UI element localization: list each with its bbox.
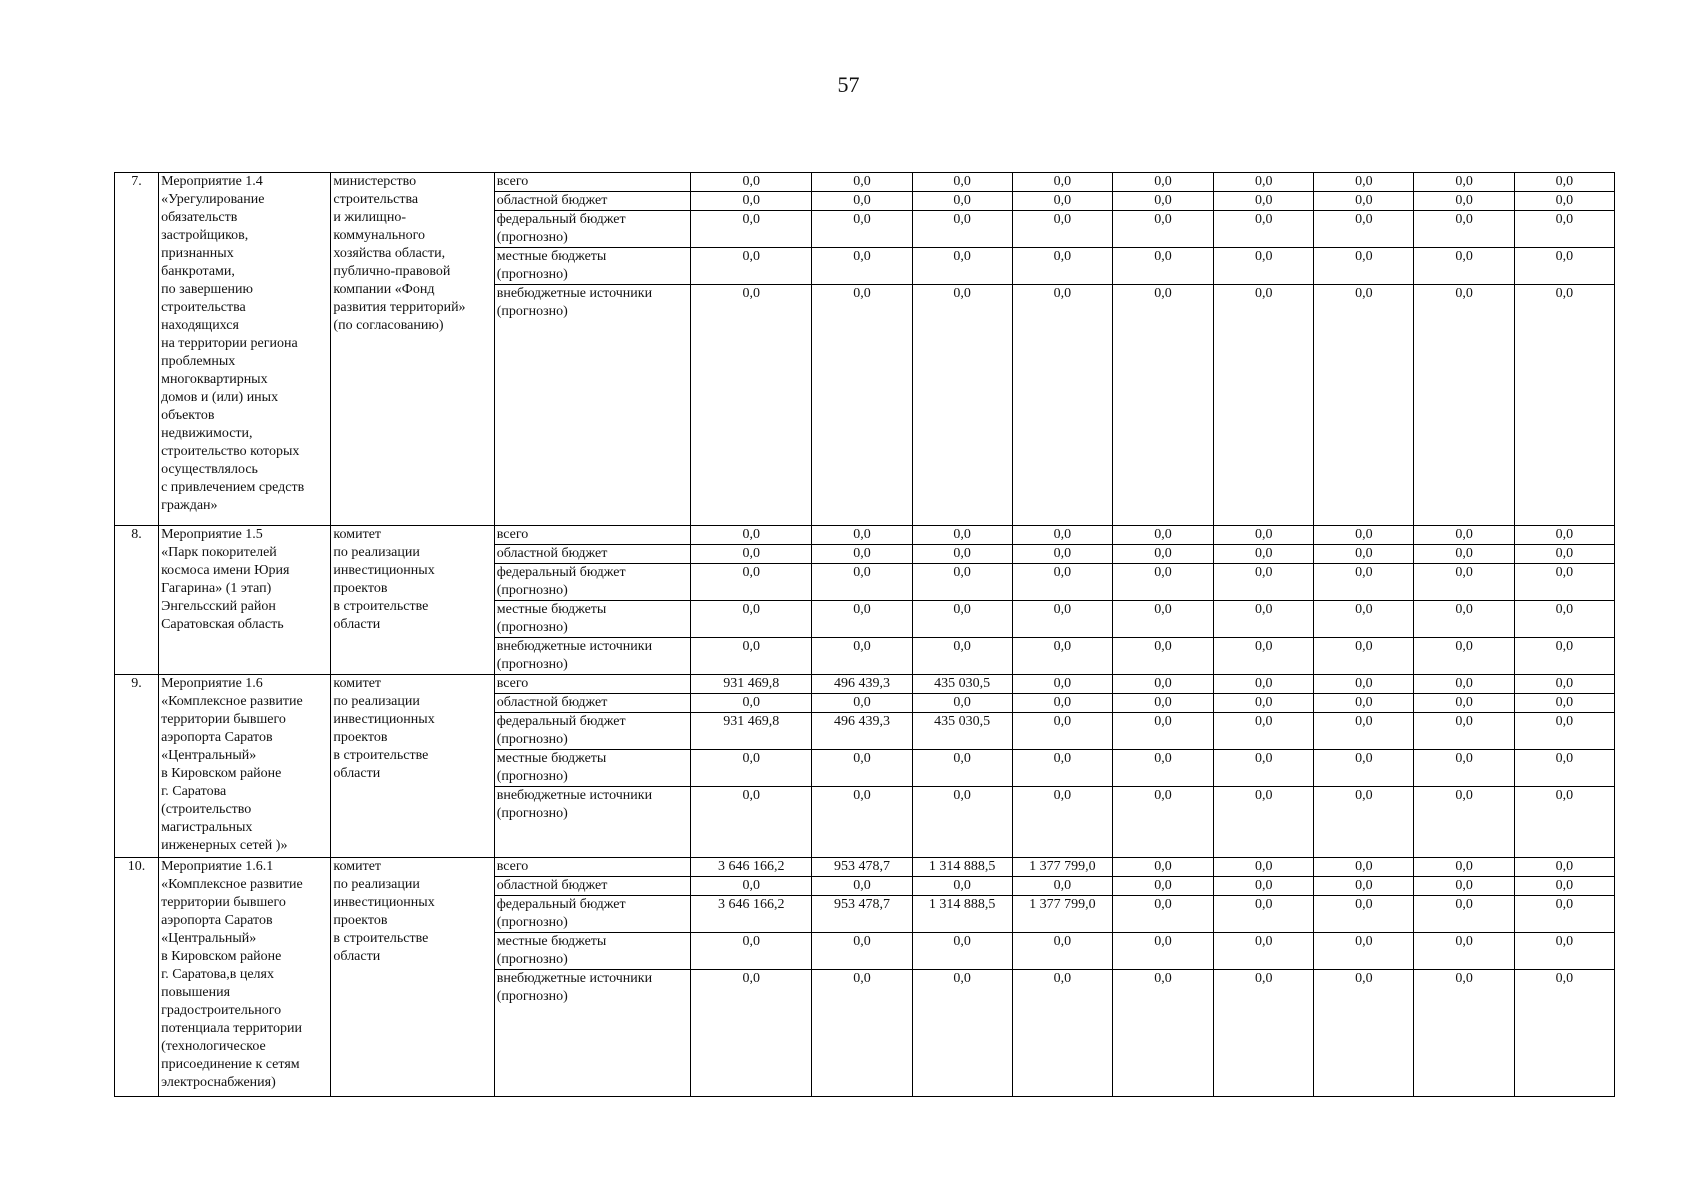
value-cell: 0,0 xyxy=(1112,877,1213,896)
value-cell: 0,0 xyxy=(812,970,912,1097)
value-cell: 0,0 xyxy=(812,564,912,601)
value-cell: 0,0 xyxy=(912,787,1012,858)
row-number: 8. xyxy=(115,526,159,675)
value-cell: 0,0 xyxy=(812,192,912,211)
value-cell: 0,0 xyxy=(1414,192,1514,211)
funding-source: всего xyxy=(494,526,690,545)
activity-name: Мероприятие 1.4 «Урегулирование обязательств застройщиков, признанных банкротами, по завершению строительства находящихся на территории региона проблемных многоквартирных домов и (или) иных объектов недвижимости, строительство которых осуществлялось с привлечением средств граждан» xyxy=(159,173,331,526)
value-cell: 0,0 xyxy=(1414,564,1514,601)
value-cell: 0,0 xyxy=(1314,713,1414,750)
value-cell: 3 646 166,2 xyxy=(691,896,812,933)
value-cell: 0,0 xyxy=(691,173,812,192)
table-row xyxy=(115,526,1615,545)
value-cell: 0,0 xyxy=(1012,750,1112,787)
value-cell: 0,0 xyxy=(1514,192,1614,211)
value-cell: 0,0 xyxy=(1214,694,1314,713)
value-cell: 0,0 xyxy=(1012,564,1112,601)
value-cell: 0,0 xyxy=(1514,858,1614,877)
value-cell: 0,0 xyxy=(1314,896,1414,933)
funding-source: областной бюджет xyxy=(494,192,690,211)
value-cell: 496 439,3 xyxy=(812,713,912,750)
value-cell: 0,0 xyxy=(1414,896,1514,933)
value-cell: 0,0 xyxy=(1314,933,1414,970)
budget-table xyxy=(114,172,1615,1097)
value-cell: 0,0 xyxy=(1414,858,1514,877)
table-row xyxy=(115,173,1615,192)
value-cell: 0,0 xyxy=(691,564,812,601)
value-cell: 0,0 xyxy=(1514,970,1614,1097)
value-cell: 931 469,8 xyxy=(691,713,812,750)
value-cell: 0,0 xyxy=(691,248,812,285)
value-cell: 1 314 888,5 xyxy=(912,896,1012,933)
value-cell: 953 478,7 xyxy=(812,858,912,877)
value-cell: 0,0 xyxy=(691,285,812,526)
value-cell: 0,0 xyxy=(912,750,1012,787)
funding-source: федеральный бюджет (прогнозно) xyxy=(494,564,690,601)
funding-source: федеральный бюджет (прогнозно) xyxy=(494,713,690,750)
funding-source: всего xyxy=(494,858,690,877)
funding-source: местные бюджеты (прогнозно) xyxy=(494,750,690,787)
value-cell: 0,0 xyxy=(1112,933,1213,970)
value-cell: 0,0 xyxy=(1012,192,1112,211)
value-cell: 0,0 xyxy=(1514,564,1614,601)
value-cell: 0,0 xyxy=(1012,248,1112,285)
value-cell: 0,0 xyxy=(1514,638,1614,675)
value-cell: 0,0 xyxy=(912,545,1012,564)
value-cell: 0,0 xyxy=(812,285,912,526)
value-cell: 0,0 xyxy=(1314,545,1414,564)
value-cell: 0,0 xyxy=(912,285,1012,526)
value-cell: 0,0 xyxy=(1012,545,1112,564)
value-cell: 0,0 xyxy=(1214,750,1314,787)
value-cell: 0,0 xyxy=(912,877,1012,896)
funding-source: внебюджетные источники (прогнозно) xyxy=(494,787,690,858)
value-cell: 0,0 xyxy=(812,248,912,285)
value-cell: 0,0 xyxy=(1414,713,1514,750)
value-cell: 0,0 xyxy=(1314,248,1414,285)
table-row xyxy=(115,675,1615,694)
value-cell: 0,0 xyxy=(1112,896,1213,933)
value-cell: 0,0 xyxy=(912,211,1012,248)
value-cell: 0,0 xyxy=(1514,545,1614,564)
value-cell: 0,0 xyxy=(1012,694,1112,713)
value-cell: 0,0 xyxy=(1012,211,1112,248)
value-cell: 0,0 xyxy=(1514,896,1614,933)
value-cell: 0,0 xyxy=(1514,248,1614,285)
value-cell: 0,0 xyxy=(691,750,812,787)
value-cell: 0,0 xyxy=(1214,192,1314,211)
funding-source: внебюджетные источники (прогнозно) xyxy=(494,285,690,526)
value-cell: 0,0 xyxy=(1314,285,1414,526)
value-cell: 0,0 xyxy=(1112,638,1213,675)
value-cell: 0,0 xyxy=(1112,526,1213,545)
value-cell: 0,0 xyxy=(691,694,812,713)
funding-source: федеральный бюджет (прогнозно) xyxy=(494,896,690,933)
value-cell: 0,0 xyxy=(691,211,812,248)
value-cell: 0,0 xyxy=(1414,750,1514,787)
value-cell: 0,0 xyxy=(812,750,912,787)
value-cell: 0,0 xyxy=(1112,713,1213,750)
value-cell: 0,0 xyxy=(1012,638,1112,675)
value-cell: 0,0 xyxy=(1414,285,1514,526)
value-cell: 435 030,5 xyxy=(912,675,1012,694)
value-cell: 0,0 xyxy=(691,526,812,545)
value-cell: 0,0 xyxy=(1112,545,1213,564)
value-cell: 0,0 xyxy=(1314,970,1414,1097)
value-cell: 0,0 xyxy=(812,694,912,713)
value-cell: 0,0 xyxy=(1414,526,1514,545)
value-cell: 0,0 xyxy=(1214,787,1314,858)
value-cell: 0,0 xyxy=(1112,285,1213,526)
value-cell: 0,0 xyxy=(1214,248,1314,285)
value-cell: 0,0 xyxy=(1314,211,1414,248)
value-cell: 0,0 xyxy=(1112,248,1213,285)
value-cell: 496 439,3 xyxy=(812,675,912,694)
value-cell: 0,0 xyxy=(812,545,912,564)
value-cell: 0,0 xyxy=(1414,173,1514,192)
funding-source: местные бюджеты (прогнозно) xyxy=(494,248,690,285)
value-cell: 0,0 xyxy=(1112,694,1213,713)
value-cell: 0,0 xyxy=(1112,173,1213,192)
value-cell: 0,0 xyxy=(1214,211,1314,248)
value-cell: 0,0 xyxy=(1012,713,1112,750)
value-cell: 0,0 xyxy=(1414,787,1514,858)
value-cell: 0,0 xyxy=(1414,638,1514,675)
value-cell: 0,0 xyxy=(1314,858,1414,877)
value-cell: 0,0 xyxy=(1314,638,1414,675)
value-cell: 0,0 xyxy=(1112,970,1213,1097)
value-cell: 1 314 888,5 xyxy=(912,858,1012,877)
value-cell: 0,0 xyxy=(1214,638,1314,675)
value-cell: 0,0 xyxy=(1214,877,1314,896)
funding-source: всего xyxy=(494,173,690,192)
value-cell: 0,0 xyxy=(1414,694,1514,713)
value-cell: 0,0 xyxy=(1012,970,1112,1097)
activity-name: Мероприятие 1.5 «Парк покорителей космоса имени Юрия Гагарина» (1 этап) Энгельсский район Саратовская область xyxy=(159,526,331,675)
executor: министерство строительства и жилищно- коммунального хозяйства области, публично-правовой компании «Фонд развития территорий» (по согласованию) xyxy=(331,173,494,526)
value-cell: 0,0 xyxy=(691,192,812,211)
value-cell: 0,0 xyxy=(1514,787,1614,858)
value-cell: 0,0 xyxy=(1112,211,1213,248)
value-cell: 0,0 xyxy=(691,970,812,1097)
value-cell: 0,0 xyxy=(1414,601,1514,638)
value-cell: 0,0 xyxy=(912,564,1012,601)
value-cell: 0,0 xyxy=(912,173,1012,192)
value-cell: 0,0 xyxy=(1012,601,1112,638)
value-cell: 0,0 xyxy=(691,933,812,970)
value-cell: 0,0 xyxy=(691,545,812,564)
value-cell: 0,0 xyxy=(1314,675,1414,694)
funding-source: федеральный бюджет (прогнозно) xyxy=(494,211,690,248)
value-cell: 0,0 xyxy=(1414,675,1514,694)
value-cell: 0,0 xyxy=(1214,933,1314,970)
value-cell: 0,0 xyxy=(812,787,912,858)
value-cell: 0,0 xyxy=(1514,526,1614,545)
value-cell: 0,0 xyxy=(1214,564,1314,601)
value-cell: 0,0 xyxy=(1414,933,1514,970)
value-cell: 0,0 xyxy=(1012,173,1112,192)
value-cell: 0,0 xyxy=(1314,877,1414,896)
value-cell: 0,0 xyxy=(812,638,912,675)
value-cell: 0,0 xyxy=(1514,675,1614,694)
value-cell: 1 377 799,0 xyxy=(1012,896,1112,933)
value-cell: 931 469,8 xyxy=(691,675,812,694)
value-cell: 0,0 xyxy=(1414,877,1514,896)
value-cell: 0,0 xyxy=(1112,192,1213,211)
value-cell: 0,0 xyxy=(1314,192,1414,211)
value-cell: 0,0 xyxy=(1314,173,1414,192)
value-cell: 0,0 xyxy=(1214,970,1314,1097)
value-cell: 0,0 xyxy=(691,638,812,675)
value-cell: 0,0 xyxy=(1012,675,1112,694)
value-cell: 953 478,7 xyxy=(812,896,912,933)
value-cell: 0,0 xyxy=(1514,713,1614,750)
value-cell: 0,0 xyxy=(1514,285,1614,526)
table-row xyxy=(115,858,1615,877)
activity-name: Мероприятие 1.6.1 «Комплексное развитие территории бывшего аэропорта Саратов «Центральный» в Кировском районе г. Саратова,в целях повышения градостроительного потенциала территории (технологическое присоединение к сетям электроснабжения) xyxy=(159,858,331,1097)
value-cell: 0,0 xyxy=(912,638,1012,675)
funding-source: местные бюджеты (прогнозно) xyxy=(494,601,690,638)
value-cell: 0,0 xyxy=(1314,564,1414,601)
row-number: 7. xyxy=(115,173,159,526)
value-cell: 0,0 xyxy=(1012,285,1112,526)
value-cell: 0,0 xyxy=(1012,526,1112,545)
value-cell: 0,0 xyxy=(1314,787,1414,858)
value-cell: 0,0 xyxy=(912,933,1012,970)
value-cell: 0,0 xyxy=(812,173,912,192)
value-cell: 0,0 xyxy=(1514,877,1614,896)
value-cell: 0,0 xyxy=(812,877,912,896)
value-cell: 0,0 xyxy=(912,192,1012,211)
value-cell: 0,0 xyxy=(691,601,812,638)
value-cell: 0,0 xyxy=(912,970,1012,1097)
value-cell: 0,0 xyxy=(1112,750,1213,787)
value-cell: 0,0 xyxy=(1112,858,1213,877)
value-cell: 0,0 xyxy=(1214,713,1314,750)
value-cell: 3 646 166,2 xyxy=(691,858,812,877)
value-cell: 0,0 xyxy=(1314,694,1414,713)
value-cell: 0,0 xyxy=(1214,858,1314,877)
value-cell: 0,0 xyxy=(1214,526,1314,545)
value-cell: 0,0 xyxy=(912,248,1012,285)
page-number: 57 xyxy=(837,72,860,97)
funding-source: всего xyxy=(494,675,690,694)
value-cell: 1 377 799,0 xyxy=(1012,858,1112,877)
value-cell: 0,0 xyxy=(1514,933,1614,970)
activity-name: Мероприятие 1.6 «Комплексное развитие территории бывшего аэропорта Саратов «Центральный» в Кировском районе г. Саратова (строительство магистральных инженерных сетей )» xyxy=(159,675,331,858)
value-cell: 0,0 xyxy=(812,526,912,545)
executor: комитет по реализации инвестиционных проектов в строительстве области xyxy=(331,526,494,675)
value-cell: 0,0 xyxy=(1012,877,1112,896)
value-cell: 0,0 xyxy=(1414,545,1514,564)
executor: комитет по реализации инвестиционных проектов в строительстве области xyxy=(331,675,494,858)
value-cell: 0,0 xyxy=(1514,750,1614,787)
value-cell: 0,0 xyxy=(1112,675,1213,694)
value-cell: 0,0 xyxy=(1314,526,1414,545)
value-cell: 0,0 xyxy=(912,694,1012,713)
value-cell: 0,0 xyxy=(691,787,812,858)
executor: комитет по реализации инвестиционных проектов в строительстве области xyxy=(331,858,494,1097)
value-cell: 0,0 xyxy=(1012,787,1112,858)
value-cell: 0,0 xyxy=(1214,601,1314,638)
funding-source: внебюджетные источники (прогнозно) xyxy=(494,970,690,1097)
value-cell: 0,0 xyxy=(1414,970,1514,1097)
value-cell: 0,0 xyxy=(1514,694,1614,713)
value-cell: 435 030,5 xyxy=(912,713,1012,750)
funding-source: местные бюджеты (прогнозно) xyxy=(494,933,690,970)
value-cell: 0,0 xyxy=(1314,750,1414,787)
value-cell: 0,0 xyxy=(1112,787,1213,858)
value-cell: 0,0 xyxy=(1514,601,1614,638)
value-cell: 0,0 xyxy=(1214,173,1314,192)
value-cell: 0,0 xyxy=(1112,601,1213,638)
value-cell: 0,0 xyxy=(1214,675,1314,694)
funding-source: областной бюджет xyxy=(494,694,690,713)
row-number: 10. xyxy=(115,858,159,1097)
value-cell: 0,0 xyxy=(1214,896,1314,933)
value-cell: 0,0 xyxy=(1314,601,1414,638)
value-cell: 0,0 xyxy=(1514,173,1614,192)
value-cell: 0,0 xyxy=(1214,285,1314,526)
value-cell: 0,0 xyxy=(912,601,1012,638)
value-cell: 0,0 xyxy=(812,933,912,970)
funding-source: областной бюджет xyxy=(494,877,690,896)
value-cell: 0,0 xyxy=(1112,564,1213,601)
value-cell: 0,0 xyxy=(1214,545,1314,564)
funding-source: внебюджетные источники (прогнозно) xyxy=(494,638,690,675)
value-cell: 0,0 xyxy=(812,601,912,638)
value-cell: 0,0 xyxy=(1414,248,1514,285)
value-cell: 0,0 xyxy=(912,526,1012,545)
value-cell: 0,0 xyxy=(1012,933,1112,970)
value-cell: 0,0 xyxy=(691,877,812,896)
value-cell: 0,0 xyxy=(1514,211,1614,248)
funding-source: областной бюджет xyxy=(494,545,690,564)
table-body xyxy=(115,173,1615,1097)
value-cell: 0,0 xyxy=(1414,211,1514,248)
value-cell: 0,0 xyxy=(812,211,912,248)
row-number: 9. xyxy=(115,675,159,858)
